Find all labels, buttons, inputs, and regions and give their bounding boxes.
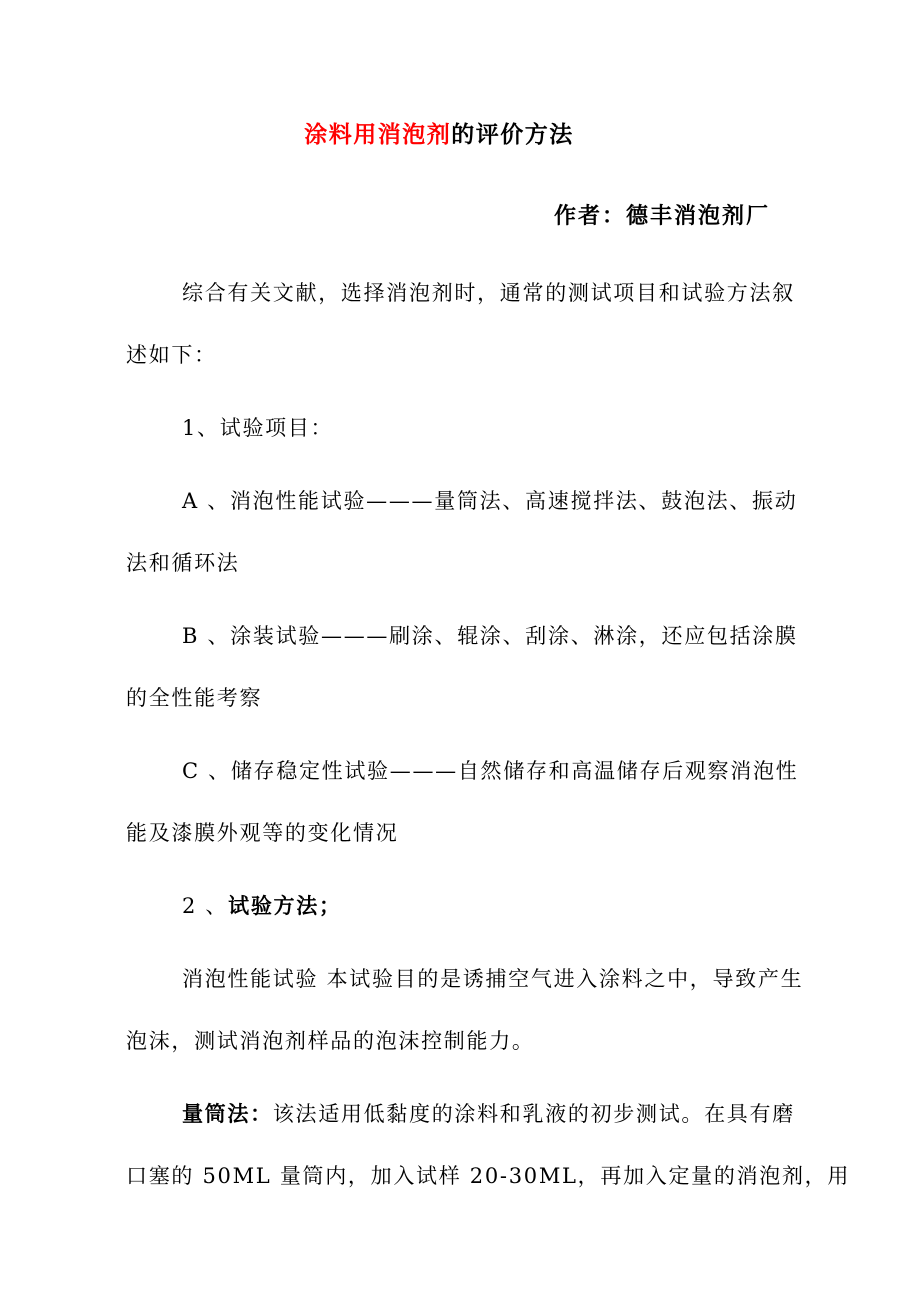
text-line — [126, 948, 808, 1010]
text-segment: 1、试验项目： — [182, 416, 334, 440]
text-segment: 述如下： — [126, 343, 217, 367]
text-line — [126, 1145, 851, 1207]
text-line — [126, 262, 808, 324]
text-line — [126, 470, 808, 532]
text-line — [126, 1010, 808, 1072]
text-segment: 消泡性能试验 本试验目的是诱捕空气进入涂料之中，导致产生 — [182, 967, 804, 991]
paragraph-measuring-cylinder-method — [126, 1083, 851, 1207]
text-segment: 法和循环法 — [126, 551, 240, 575]
text-line — [126, 532, 808, 594]
paragraph-section-2-heading — [126, 875, 808, 937]
text-segment: C 、储存稳定性试验———自然储存和高温储存后观察消泡性 — [182, 759, 799, 783]
text-segment: 综合有关文献，选择消泡剂时，通常的测试项目和试验方法叙 — [182, 281, 795, 305]
text-line — [126, 1083, 808, 1145]
author-line: 作者：德丰消泡剂厂 — [553, 203, 770, 229]
title-rest-text: 的评价方法 — [451, 121, 574, 148]
text-line — [126, 605, 808, 667]
text-segment: 试验方法； — [228, 893, 342, 918]
text-segment: 的全性能考察 — [126, 686, 263, 710]
text-segment: 泡沫，测试消泡剂样品的泡沫控制能力。 — [126, 1029, 535, 1053]
title-highlight-text: 涂料用消泡剂 — [304, 121, 452, 148]
paragraph-section-1-heading — [126, 397, 808, 459]
text-segment: 口塞的 50ML 量筒内，加入试样 20-30ML，再加入定量的消泡剂，用 — [126, 1164, 851, 1188]
text-segment: 2 、 — [182, 894, 229, 918]
document-title — [126, 118, 752, 152]
text-segment: 量筒法： — [182, 1101, 273, 1126]
paragraph-item-b-coating-application — [126, 605, 808, 729]
text-line — [126, 875, 808, 937]
paragraph-item-c-storage-stability — [126, 740, 808, 864]
text-segment: B 、涂装试验———刷涂、辊涂、刮涂、淋涂，还应包括涂膜 — [182, 624, 798, 648]
text-line — [126, 324, 808, 386]
text-segment: 该法适用低黏度的涂料和乳液的初步测试。在具有磨 — [272, 1102, 795, 1126]
paragraph-intro — [126, 262, 808, 386]
text-segment: A 、消泡性能试验———量筒法、高速搅拌法、鼓泡法、振动 — [182, 489, 798, 513]
text-line — [126, 397, 808, 459]
document-body — [126, 262, 851, 1207]
text-line — [126, 802, 808, 864]
paragraph-defoaming-performance-test — [126, 948, 808, 1072]
text-line — [126, 667, 808, 729]
paragraph-item-a-defoaming-performance — [126, 470, 808, 594]
text-line — [126, 740, 808, 802]
text-segment: 能及漆膜外观等的变化情况 — [126, 821, 399, 845]
